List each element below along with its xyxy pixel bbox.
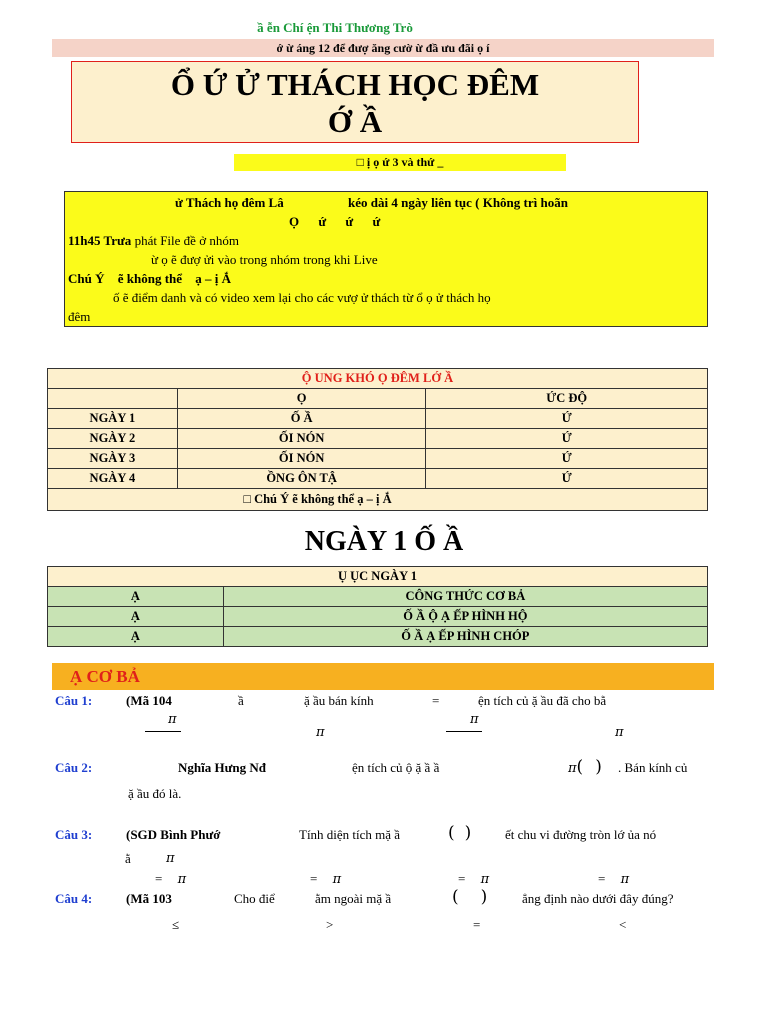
notice-line-1a: ử Thách họ đêm Lâ [175,195,284,210]
q4-option-b: > [326,917,334,932]
notice-line-3 [68,233,239,249]
question-3-text-b: ết chu vi đường tròn lớ ủa nó [505,827,657,842]
schedule-table [47,368,708,511]
question-1-text-b: ặ ầu bán kính [304,693,374,708]
q4-paren-close: ) [480,887,488,907]
question-2-formula [568,757,602,777]
notice-line-1b: kéo dài 4 ngày liên tục ( Không trì hoãn [348,195,568,210]
q3-option-b [310,871,341,887]
content-topic-cell: Ố Ầ Ạ ẾP HÌNH CHÓP [223,627,707,647]
q4-option-c: = [473,917,481,932]
notice-line-7: đêm [68,309,91,324]
q3-pi-a: π [177,872,187,887]
content-form-cell: Ạ [48,587,224,607]
question-1-source: (Mã 104 [126,693,172,708]
q3-pi-c: π [480,872,490,887]
schedule-day-cell: NGÀY 2 [48,429,178,449]
q3-eq-d: = [598,871,606,886]
question-4-text-b: ằm ngoài mặ ầ [315,891,392,906]
schedule-row [48,449,708,469]
schedule-row [48,409,708,429]
question-4-source: (Mã 103 [126,891,172,906]
q4-option-a: ≤ [172,917,180,932]
question-3-source: (SGD Bình Phướ [126,827,221,842]
day1-heading: NGÀY 1 Ố Ầ [304,526,464,557]
title-box [71,61,639,143]
question-1-text-d: ện tích củ ặ ầu đã cho bằ [478,693,607,708]
q2-paren-close: ) [595,757,602,777]
schedule-header-cell: ỨC ĐỘ [426,389,708,409]
q1-option-a-pi: π [168,712,177,727]
q4-paren-open: ( [452,887,459,907]
q1-fraction-bar-a [145,731,181,732]
schedule-row [48,429,708,449]
q3-paren-close: ) [464,823,472,843]
schedule-table-title-row [48,369,708,389]
q1-fraction-bar-c [446,731,482,732]
q3-paren-open: ( [448,823,455,843]
question-4-text-a: Cho điể [234,891,275,906]
question-3-text-c: ằ [125,851,131,866]
q2-paren-open: ( [576,757,584,777]
question-4-label: Câu 4: [55,891,93,906]
schedule-topic-cell: ỐI NÓN [177,449,426,469]
question-1-text-c: = [432,693,440,708]
section-heading [52,663,714,690]
title-line-2: Ớ Ầ [327,104,383,139]
question-4-parens [452,887,487,907]
question-3-label: Câu 3: [55,827,93,842]
promo-banner [52,39,714,57]
content-form-cell: Ạ [48,607,224,627]
question-3-text-a: Tính diện tích mặ ầ [299,827,401,842]
q3-pi-b: π [332,872,342,887]
q3-eq-a: = [155,871,163,886]
schedule-level-cell: Ứ [426,469,708,489]
schedule-table-footer-row [48,489,708,511]
schedule-topic-cell: Ố Ầ [177,409,426,429]
q1-option-d-pi: π [615,725,624,740]
header-text: ầ ễn Chí ện Thi Thương Trò [257,20,413,35]
content-topic-cell: Ố Ầ Ộ Ạ ẾP HÌNH HỘ [223,607,707,627]
schedule-level-cell: Ứ [426,409,708,429]
schedule-day-cell: NGÀY 4 [48,469,178,489]
notice-box [64,191,708,327]
question-1-label: Câu 1: [55,693,93,708]
schedule-level-cell: Ứ [426,429,708,449]
notice-line-3-text: phát File đề ở nhóm [134,233,239,248]
question-2-label: Câu 2: [55,760,93,775]
content-row [48,627,708,647]
schedule-footer-text: □ Chú Ý ẽ không thể ạ – ị Ắ [243,492,392,506]
schedule-table-header-row [48,389,708,409]
q3-option-c [458,871,489,887]
q3-eq-c: = [458,871,466,886]
promo-banner-text: ớ ừ áng 12 để đượ ăng cườ ừ đầ ưu đãi ọ í [276,41,490,55]
question-3-parens [448,823,471,843]
notice-caution-text: ẽ không thể [117,271,183,286]
question-4-text-c: ẳng định nào dưới đây đúng? [522,891,674,906]
question-2-text-b: . Bán kính củ [618,760,688,775]
q1-option-c-pi: π [470,712,479,727]
schedule-day-cell: NGÀY 1 [48,409,178,429]
schedule-table-footer [48,489,708,511]
q3-pi-d: π [620,872,630,887]
notice-line-5 [68,271,231,287]
q3-eq-b: = [310,871,318,886]
schedule-topic-cell: ỐI NÓN [177,429,426,449]
content-topic-cell: CÔNG THỨC CƠ BẢ [223,587,707,607]
content-form-cell: Ạ [48,627,224,647]
schedule-table-title: Ộ UNG KHÓ Ọ ĐÊM LỚ Ầ [48,369,708,389]
title-line-1: Ổ Ứ Ử THÁCH HỌC ĐÊM [170,67,540,102]
q2-pi-symbol: π [568,761,577,776]
q4-option-d: < [619,917,627,932]
q3-option-a [155,871,186,887]
schedule-row [48,469,708,489]
q1-option-b-pi: π [316,725,325,740]
content-table [47,566,708,647]
question-2-text-c: ặ ầu đó là. [128,786,182,801]
question-2-text-a: ện tích củ ộ ặ ầ ầ [352,760,440,775]
q3-option-d [598,871,629,887]
notice-line-2: Ọ ứ ứ ứ [289,214,381,229]
notice-caution-label: Chú Ý [68,271,105,286]
schedule-header-cell [48,389,178,409]
content-table-title: Ụ ỤC NGÀY 1 [48,567,708,587]
content-row [48,607,708,627]
header-line [0,20,768,36]
q3-pi-extra: π [166,851,175,866]
schedule-note: □ ị ọ ứ 3 và thứ _ [234,154,566,171]
content-table-title-row [48,567,708,587]
schedule-topic-cell: ỒNG ÔN TẬ [177,469,426,489]
schedule-header-cell: Ọ [177,389,426,409]
notice-time: 11h45 Trưa [68,233,132,248]
question-2-source: Nghĩa Hưng Nđ [178,760,266,775]
notice-line-6: ố ẽ điểm danh và có video xem lại cho các vượ ử thách từ ổ ọ ử thách họ [113,290,491,305]
question-1-text-a: ầ [238,693,244,708]
notice-caution-tail: ạ – ị Ắ [195,271,232,286]
notice-line-4: ừ ọ ẽ đượ ửi vào trong nhóm trong khi Live [151,252,378,267]
schedule-level-cell: Ứ [426,449,708,469]
content-row [48,587,708,607]
schedule-day-cell: NGÀY 3 [48,449,178,469]
section-heading-text: Ạ CƠ BẢ [70,667,140,686]
